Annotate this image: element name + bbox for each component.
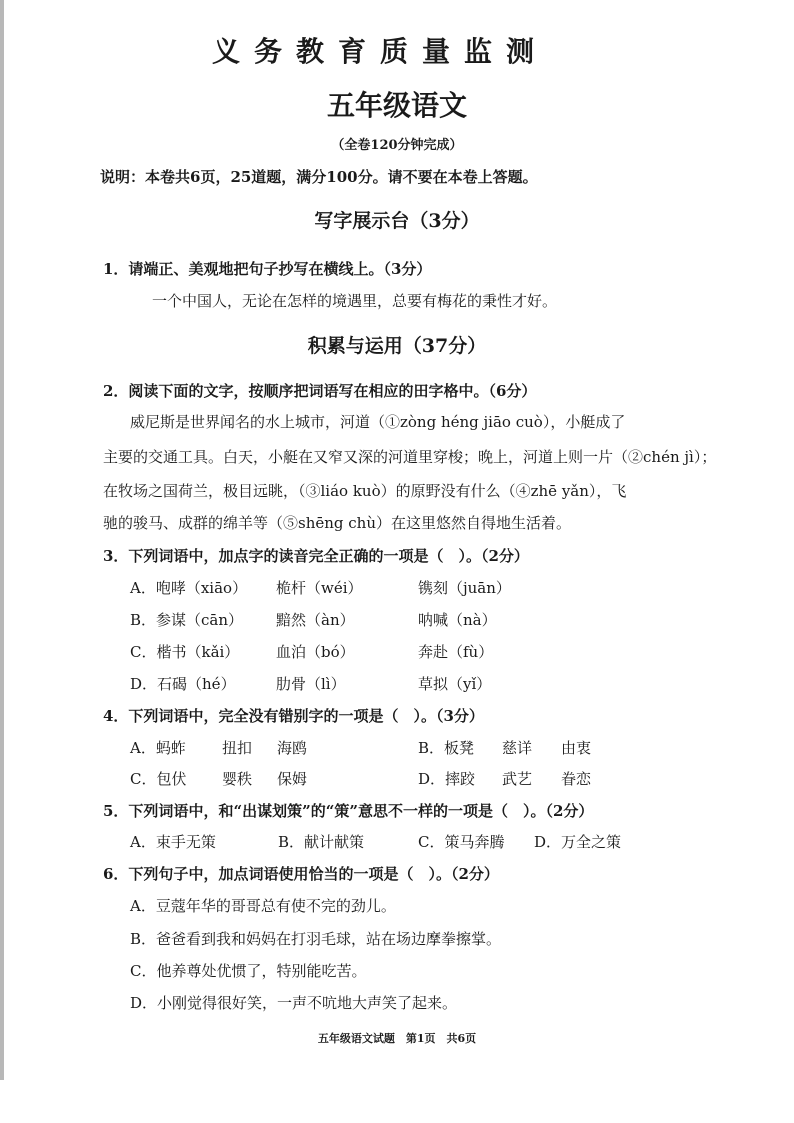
section-usage-title: 积累与运用（37分）	[307, 335, 487, 357]
q3-option-b-3: 呐喊（nà）	[418, 611, 497, 629]
q3-option-c-1: C．楷书（kǎi）	[130, 643, 240, 661]
section-writing-title: 写字展示台（3分）	[314, 210, 480, 232]
q4-option-d-1: D．摔跤	[418, 770, 476, 788]
question-4-prompt: 4．下列词语中，完全没有错别字的一项是（ ）。（3分）	[103, 707, 484, 725]
q3-option-c-2: 血泊（bó）	[276, 643, 355, 661]
q5-option-a: A．束手无策	[130, 833, 216, 851]
q5-option-d: D．万全之策	[534, 833, 622, 851]
question-5-prompt: 5．下列词语中，和“出谋划策”的“策”意思不一样的一项是（ ）。（2分）	[103, 802, 594, 820]
question-6-prompt: 6．下列句子中，加点词语使用恰当的一项是（ ）。（2分）	[103, 865, 499, 883]
q3-option-d-1: D．石碣（hé）	[130, 675, 236, 693]
q4-option-d-3: 眷恋	[561, 770, 592, 788]
question-2-line: 驰的骏马、成群的绵羊等（⑤shēng chù）在这里悠然自得地生活着。	[103, 514, 571, 532]
q4-option-b-1: B．板凳	[418, 739, 475, 757]
q3-option-a-1: A．咆哮（xiāo）	[130, 579, 248, 597]
q4-option-a-2: 扭扣	[222, 739, 253, 757]
time-note: （全卷120分钟完成）	[331, 138, 463, 153]
q3-option-a-2: 桅杆（wéi）	[276, 579, 363, 597]
q4-option-c-1: C．包伏	[130, 770, 187, 788]
q6-option-d: D．小刚觉得很好笑，一声不吭地大声笑了起来。	[130, 994, 458, 1012]
q3-option-d-3: 草拟（yǐ）	[418, 675, 492, 693]
question-3-prompt: 3．下列词语中，加点字的读音完全正确的一项是（ ）。（2分）	[103, 547, 529, 565]
q4-option-c-3: 保姆	[277, 770, 308, 788]
q6-option-b: B．爸爸看到我和妈妈在打羽毛球，站在场边摩拳擦掌。	[130, 930, 502, 948]
exam-subtitle: 五年级语文	[326, 89, 467, 122]
q3-option-d-2: 肋骨（lì）	[276, 675, 346, 693]
q6-option-a: A．豆蔻年华的哥哥总有使不完的劲儿。	[130, 897, 396, 915]
q6-option-c: C．他养尊处优惯了，特别能吃苦。	[130, 962, 367, 980]
question-2-line: 主要的交通工具。白天，小艇在又窄又深的河道里穿梭；晚上，河道上则一片（②chén jì）；	[103, 448, 717, 466]
q3-option-a-3: 镌刻（juān）	[418, 579, 511, 597]
question-1-sentence: 一个中国人，无论在怎样的境遇里，总要有梅花的秉性才好。	[152, 292, 558, 310]
exam-title: 义务教育质量监测	[211, 35, 548, 68]
q4-option-c-2: 婴秩	[222, 770, 253, 788]
q4-option-a-3: 海鸥	[277, 739, 308, 757]
q3-option-b-2: 黯然（àn）	[276, 611, 355, 629]
q5-option-c: C．策马奔腾	[418, 833, 505, 851]
q4-option-a-1: A．蚂蚱	[130, 739, 186, 757]
q3-option-c-3: 奔赴（fù）	[418, 643, 494, 661]
q4-option-b-3: 由衷	[561, 739, 592, 757]
q5-option-b: B．献计献策	[278, 833, 365, 851]
q3-option-b-1: B．参谋（cān）	[130, 611, 244, 629]
page-footer: 五年级语文试题 第1页 共6页	[317, 1032, 477, 1045]
question-2-line: 在牧场之国荷兰，极目远眺，（③liáo kuò）的原野没有什么（④zhē yǎn），飞	[103, 482, 627, 500]
instructions: 说明：本卷共6页，25道题，满分100分。请不要在本卷上答题。	[100, 168, 538, 186]
question-1-prompt: 1．请端正、美观地把句子抄写在横线上。（3分）	[103, 260, 432, 278]
question-2-prompt: 2．阅读下面的文字，按顺序把词语写在相应的田字格中。（6分）	[103, 382, 537, 400]
q4-option-b-2: 慈详	[502, 739, 533, 757]
question-2-line: 威尼斯是世界闻名的水上城市，河道（①zòng héng jiāo cuò），小艇成了	[130, 413, 626, 431]
q4-option-d-2: 武艺	[502, 770, 533, 788]
